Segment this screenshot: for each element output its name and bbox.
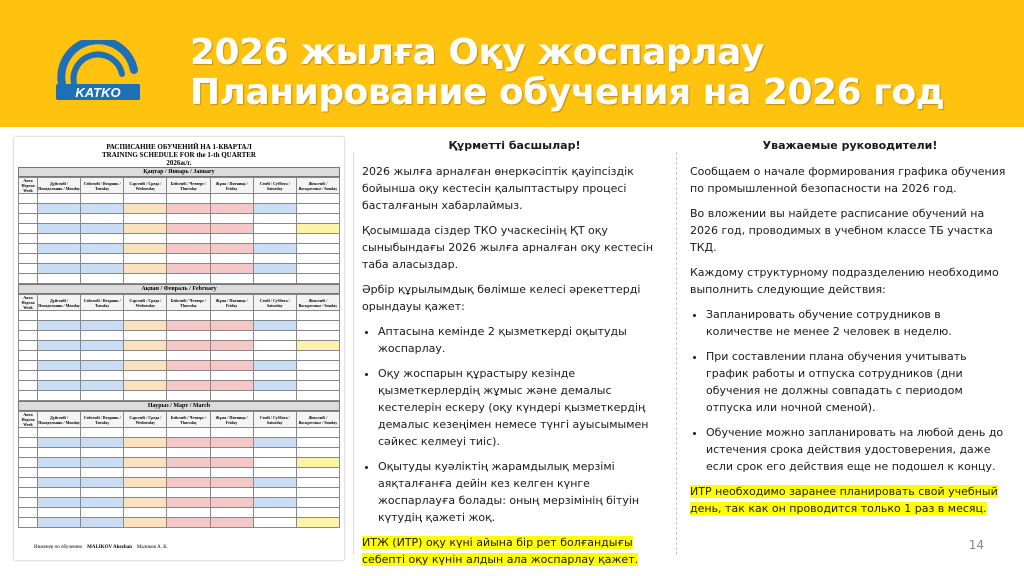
schedule-cell (210, 381, 253, 391)
schedule-cell (38, 478, 81, 488)
schedule-cell (124, 468, 167, 478)
schedule-cell (210, 478, 253, 488)
day-column-header: Сәрсенбі / Среда / Wednesday (124, 295, 167, 311)
schedule-cell (253, 264, 296, 274)
day-column-header: Дүйсенбі / Понедельник / Monday (38, 412, 81, 428)
schedule-cell (38, 194, 81, 204)
schedule-cell (124, 428, 167, 438)
schedule-cell (167, 224, 210, 234)
schedule-cell (210, 518, 253, 528)
schedule-cell (253, 254, 296, 264)
schedule-cell (81, 508, 124, 518)
schedule-row (19, 371, 340, 381)
schedule-cell (253, 458, 296, 468)
schedule-heading-ru: РАСПИСАНИЕ ОБУЧЕНИЙ НА 1-КВАРТАЛ (106, 143, 252, 151)
schedule-cell (81, 371, 124, 381)
schedule-cell (38, 341, 81, 351)
ru-bullet: • Запланировать обучение сотрудников в количестве не менее 2 человек в неделю. (706, 306, 1010, 340)
schedule-cell (38, 311, 81, 321)
schedule-cell (81, 478, 124, 488)
schedule-cell (253, 381, 296, 391)
schedule-cell (167, 254, 210, 264)
schedule-calendar (14, 167, 344, 528)
schedule-cell (296, 448, 339, 458)
schedule-cell (253, 498, 296, 508)
day-column-header: Сейсенбі / Вторник / Tuesday (81, 295, 124, 311)
schedule-cell (124, 244, 167, 254)
schedule-month-header: Қаңтар / Январь / January (18, 167, 340, 177)
schedule-cell (167, 274, 210, 284)
schedule-cell (167, 428, 210, 438)
schedule-cell (253, 351, 296, 361)
schedule-cell (253, 311, 296, 321)
schedule-cell (81, 311, 124, 321)
schedule-cell (81, 361, 124, 371)
schedule-cell (210, 331, 253, 341)
ru-bullet: • Обучение можно запланировать на любой день до истечения срока действия удостоверения, даже если срок его действия еще не подошел к концу. (706, 424, 1010, 475)
schedule-row (19, 391, 340, 401)
schedule-cell (253, 478, 296, 488)
schedule-row (19, 204, 340, 214)
schedule-cell (124, 508, 167, 518)
schedule-cell (296, 244, 339, 254)
schedule-cell (81, 214, 124, 224)
schedule-cell (167, 381, 210, 391)
schedule-cell (167, 361, 210, 371)
schedule-cell (210, 224, 253, 234)
schedule-month-table (18, 177, 340, 284)
schedule-cell (253, 518, 296, 528)
schedule-cell (296, 488, 339, 498)
schedule-cell (81, 321, 124, 331)
schedule-row (19, 478, 340, 488)
schedule-row (19, 428, 340, 438)
schedule-cell (124, 518, 167, 528)
schedule-cell (81, 224, 124, 234)
schedule-cell (253, 214, 296, 224)
schedule-cell (167, 331, 210, 341)
schedule-cell (38, 361, 81, 371)
schedule-cell (296, 381, 339, 391)
schedule-cell (210, 274, 253, 284)
schedule-cell (210, 204, 253, 214)
schedule-cell (124, 194, 167, 204)
schedule-cell (124, 341, 167, 351)
schedule-month-table (18, 411, 340, 528)
schedule-cell (210, 438, 253, 448)
ru-highlight-note: ИТР необходимо заранее планировать свой учебный день, так как он проводится только 1 раз в месяц. (690, 485, 998, 515)
day-column-header: Сәрсенбі / Среда / Wednesday (124, 178, 167, 194)
schedule-cell (296, 311, 339, 321)
day-column-header: Бейсенбі / Четверг / Thursday (167, 295, 210, 311)
schedule-signature: Инженер по обучению MALIKOV Akezhan Маликов А. К. (34, 545, 168, 550)
schedule-cell (167, 508, 210, 518)
schedule-cell (253, 331, 296, 341)
schedule-cell (296, 331, 339, 341)
schedule-cell (124, 331, 167, 341)
ru-bullet: • При составлении плана обучения учитывать график работы и отпуска сотрудников (дни обучения не должны совпадать с периодом отпуска или ночной сменой). (706, 348, 1010, 416)
schedule-cell (167, 321, 210, 331)
schedule-row (19, 254, 340, 264)
left-divider (353, 152, 354, 555)
schedule-cell (124, 274, 167, 284)
schedule-cell (167, 468, 210, 478)
schedule-cell (167, 311, 210, 321)
schedule-cell (81, 264, 124, 274)
day-column-header: Сейсенбі / Вторник / Tuesday (81, 178, 124, 194)
day-column-header: Дүйсенбі / Понедельник / Monday (38, 295, 81, 311)
schedule-cell (167, 204, 210, 214)
ru-bullet-list (690, 306, 1010, 475)
schedule-cell (81, 244, 124, 254)
schedule-cell (38, 214, 81, 224)
schedule-cell (167, 488, 210, 498)
schedule-row (19, 244, 340, 254)
schedule-cell (253, 488, 296, 498)
schedule-cell (38, 204, 81, 214)
schedule-cell (210, 311, 253, 321)
schedule-cell (38, 448, 81, 458)
day-column-header: Сәрсенбі / Среда / Wednesday (124, 412, 167, 428)
schedule-cell (124, 391, 167, 401)
day-column-header: Жексенбі / Воскресенье / Sunday (296, 412, 339, 428)
schedule-cell (38, 244, 81, 254)
schedule-cell (296, 458, 339, 468)
schedule-cell (124, 371, 167, 381)
schedule-cell (81, 518, 124, 528)
schedule-cell (124, 264, 167, 274)
schedule-cell (210, 458, 253, 468)
schedule-cell (210, 264, 253, 274)
schedule-cell (124, 351, 167, 361)
schedule-cell (38, 234, 81, 244)
schedule-cell (210, 391, 253, 401)
schedule-cell (210, 244, 253, 254)
schedule-cell (296, 498, 339, 508)
kz-bullet-list (362, 323, 667, 526)
schedule-cell (38, 438, 81, 448)
schedule-cell (210, 488, 253, 498)
kz-bullet: • Оқытуды куәліктің жарамдылық мерзімі аяқталғанға дейін кез келген күнге жоспарлауға болады: оның мерзімінің бітуін күтудің қажеті жоқ. (378, 458, 667, 526)
schedule-cell (167, 264, 210, 274)
schedule-row (19, 361, 340, 371)
schedule-cell (38, 381, 81, 391)
schedule-cell (167, 518, 210, 528)
schedule-cell (167, 371, 210, 381)
day-column-header: Сенбі / Суббота / Saturday (253, 178, 296, 194)
page-number: 14 (968, 538, 984, 552)
schedule-cell (253, 438, 296, 448)
day-column-header: Сенбі / Суббота / Saturday (253, 295, 296, 311)
schedule-cell (167, 351, 210, 361)
schedule-cell (124, 478, 167, 488)
schedule-cell (296, 438, 339, 448)
schedule-cell (124, 214, 167, 224)
schedule-row (19, 234, 340, 244)
day-column-header: Бейсенбі / Четверг / Thursday (167, 178, 210, 194)
schedule-row (19, 351, 340, 361)
schedule-row (19, 341, 340, 351)
schedule-row (19, 214, 340, 224)
schedule-cell (210, 498, 253, 508)
schedule-cell (81, 204, 124, 214)
schedule-row (19, 468, 340, 478)
schedule-cell (296, 274, 339, 284)
schedule-cell (124, 381, 167, 391)
schedule-cell (296, 371, 339, 381)
week-column-header: Апта Неделя Week (19, 178, 38, 194)
kz-paragraph-2: Қосымшада сіздер ТКО учаскесінің ҚТ оқу сыныбындағы 2026 жылға арналған оқу кестесін таба аласыздар. (362, 224, 654, 271)
schedule-cell (38, 391, 81, 401)
schedule-cell (167, 438, 210, 448)
schedule-cell (38, 331, 81, 341)
schedule-row (19, 381, 340, 391)
schedule-row (19, 321, 340, 331)
day-column-header: Сейсенбі / Вторник / Tuesday (81, 412, 124, 428)
schedule-cell (210, 508, 253, 518)
schedule-cell (81, 274, 124, 284)
schedule-cell (38, 274, 81, 284)
schedule-cell (253, 448, 296, 458)
schedule-month-header: Ақпан / Февраль / February (18, 284, 340, 294)
schedule-cell (253, 391, 296, 401)
schedule-cell (167, 458, 210, 468)
ru-paragraph-1: Сообщаем о начале формирования графика обучения по промышленной безопасности на 2026 год. (690, 165, 1006, 195)
schedule-cell (210, 341, 253, 351)
schedule-month-table (18, 294, 340, 401)
schedule-cell (81, 428, 124, 438)
schedule-row (19, 458, 340, 468)
schedule-cell (210, 214, 253, 224)
schedule-cell (38, 321, 81, 331)
schedule-cell (124, 321, 167, 331)
schedule-cell (296, 234, 339, 244)
column-divider (676, 152, 677, 555)
schedule-cell (210, 351, 253, 361)
schedule-row (19, 498, 340, 508)
schedule-cell (210, 428, 253, 438)
schedule-cell (38, 224, 81, 234)
schedule-cell (81, 381, 124, 391)
schedule-cell (81, 438, 124, 448)
schedule-cell (167, 244, 210, 254)
schedule-cell (253, 468, 296, 478)
day-column-header: Жексенбі / Воскресенье / Sunday (296, 295, 339, 311)
russian-column (690, 137, 1010, 525)
schedule-cell (296, 204, 339, 214)
logo-text: KATKO (75, 85, 121, 100)
schedule-row (19, 224, 340, 234)
schedule-cell (296, 264, 339, 274)
schedule-cell (253, 428, 296, 438)
schedule-cell (167, 194, 210, 204)
day-column-header: Дүйсенбі / Понедельник / Monday (38, 178, 81, 194)
schedule-cell (81, 254, 124, 264)
week-column-header: Апта Неделя Week (19, 412, 38, 428)
schedule-cell (167, 341, 210, 351)
week-column-header: Апта Неделя Week (19, 295, 38, 311)
schedule-cell (124, 448, 167, 458)
schedule-cell (253, 224, 296, 234)
schedule-cell (296, 194, 339, 204)
schedule-cell (253, 508, 296, 518)
schedule-cell (253, 204, 296, 214)
schedule-cell (253, 194, 296, 204)
schedule-cell (296, 361, 339, 371)
schedule-cell (253, 234, 296, 244)
schedule-cell (210, 194, 253, 204)
schedule-cell (210, 371, 253, 381)
schedule-cell (296, 478, 339, 488)
schedule-cell (81, 468, 124, 478)
schedule-cell (167, 448, 210, 458)
schedule-cell (296, 518, 339, 528)
schedule-cell (38, 254, 81, 264)
schedule-row (19, 448, 340, 458)
kazakh-column (362, 137, 667, 576)
schedule-cell (38, 428, 81, 438)
schedule-cell (210, 468, 253, 478)
schedule-row (19, 194, 340, 204)
schedule-cell (81, 391, 124, 401)
ru-heading: Уважаемые руководители! (762, 139, 938, 152)
schedule-cell (124, 361, 167, 371)
schedule-cell (296, 391, 339, 401)
schedule-cell (210, 361, 253, 371)
schedule-cell (296, 341, 339, 351)
schedule-cell (124, 254, 167, 264)
schedule-row (19, 274, 340, 284)
schedule-cell (210, 254, 253, 264)
title-banner (0, 0, 1024, 127)
schedule-cell (38, 458, 81, 468)
schedule-cell (296, 351, 339, 361)
schedule-cell (210, 234, 253, 244)
katko-logo (48, 40, 148, 104)
schedule-cell (167, 234, 210, 244)
schedule-cell (296, 321, 339, 331)
schedule-row (19, 488, 340, 498)
schedule-cell (296, 224, 339, 234)
schedule-row (19, 508, 340, 518)
kz-heading: Құрметті басшылар! (448, 139, 581, 152)
schedule-cell (81, 448, 124, 458)
schedule-row (19, 518, 340, 528)
schedule-cell (38, 371, 81, 381)
schedule-cell (38, 351, 81, 361)
schedule-cell (296, 214, 339, 224)
schedule-cell (253, 341, 296, 351)
kz-bullet: • Оқу жоспарын құрастыру кезінде қызметкерлердің жұмыс және демалыс кестелерін ескеру (оқу күндері қызметкердің демалыс кезеңімен немесе түнгі ауысымымен сәйкес келмеуі тиіс). (378, 365, 667, 450)
schedule-cell (81, 234, 124, 244)
kz-paragraph-3: Әрбір құрылымдық бөлімше келесі әрекеттерді орындауы қажет: (362, 283, 641, 313)
day-column-header: Жұма / Пятница / Friday (210, 178, 253, 194)
training-schedule-image (14, 137, 344, 560)
schedule-cell (81, 194, 124, 204)
schedule-cell (296, 468, 339, 478)
page-title (190, 33, 944, 113)
schedule-cell (210, 448, 253, 458)
schedule-cell (124, 488, 167, 498)
day-column-header: Жұма / Пятница / Friday (210, 295, 253, 311)
schedule-cell (124, 204, 167, 214)
schedule-cell (167, 391, 210, 401)
schedule-row (19, 438, 340, 448)
schedule-cell (124, 458, 167, 468)
schedule-row (19, 331, 340, 341)
schedule-row (19, 311, 340, 321)
schedule-cell (124, 438, 167, 448)
schedule-cell (124, 311, 167, 321)
schedule-cell (296, 508, 339, 518)
title-line-ru: Планирование обучения на 2026 год (190, 72, 945, 113)
schedule-cell (210, 321, 253, 331)
schedule-cell (38, 468, 81, 478)
day-column-header: Жексенбі / Воскресенье / Sunday (296, 178, 339, 194)
schedule-cell (38, 488, 81, 498)
day-column-header: Сенбі / Суббота / Saturday (253, 412, 296, 428)
schedule-cell (124, 224, 167, 234)
schedule-cell (38, 498, 81, 508)
schedule-cell (38, 508, 81, 518)
kz-highlight-note: ИТЖ (ИТР) оқу күні айына бір рет болғандығы себепті оқу күнін алдын ала жоспарлау қажет. (362, 536, 639, 566)
schedule-cell (124, 234, 167, 244)
schedule-cell (296, 254, 339, 264)
schedule-row (19, 264, 340, 274)
schedule-cell (167, 214, 210, 224)
schedule-cell (38, 264, 81, 274)
day-column-header: Бейсенбі / Четверг / Thursday (167, 412, 210, 428)
schedule-cell (296, 428, 339, 438)
schedule-cell (253, 371, 296, 381)
day-column-header: Жұма / Пятница / Friday (210, 412, 253, 428)
schedule-cell (81, 341, 124, 351)
kz-bullet: • Аптасына кемінде 2 қызметкерді оқытуды жоспарлау. (378, 323, 667, 357)
title-line-kz: 2026 жылға Оқу жоспарлау (190, 32, 764, 73)
schedule-cell (81, 458, 124, 468)
schedule-cell (253, 274, 296, 284)
schedule-cell (167, 498, 210, 508)
schedule-cell (124, 498, 167, 508)
schedule-cell (167, 478, 210, 488)
kz-paragraph-1: 2026 жылға арналған өнеркәсіптік қауіпсіздік бойынша оқу кестесін қалыптастыру процесі басталғанын хабарлаймыз. (362, 165, 634, 212)
schedule-cell (38, 518, 81, 528)
schedule-cell (253, 361, 296, 371)
ru-paragraph-3: Каждому структурному подразделению необходимо выполнить следующие действия: (690, 266, 999, 296)
schedule-heading-year: 2026ж/г. (166, 159, 192, 167)
schedule-cell (81, 331, 124, 341)
schedule-heading-en: TRAINING SCHEDULE FOR the 1-th QUARTER (102, 151, 256, 159)
schedule-cell (253, 244, 296, 254)
schedule-cell (81, 498, 124, 508)
ru-paragraph-2: Во вложении вы найдете расписание обучений на 2026 год, проводимых в учебном классе ТБ участка ТКД. (690, 207, 993, 254)
schedule-month-header: Наурыз / Март / March (18, 401, 340, 411)
schedule-cell (253, 321, 296, 331)
schedule-cell (81, 351, 124, 361)
schedule-cell (81, 488, 124, 498)
